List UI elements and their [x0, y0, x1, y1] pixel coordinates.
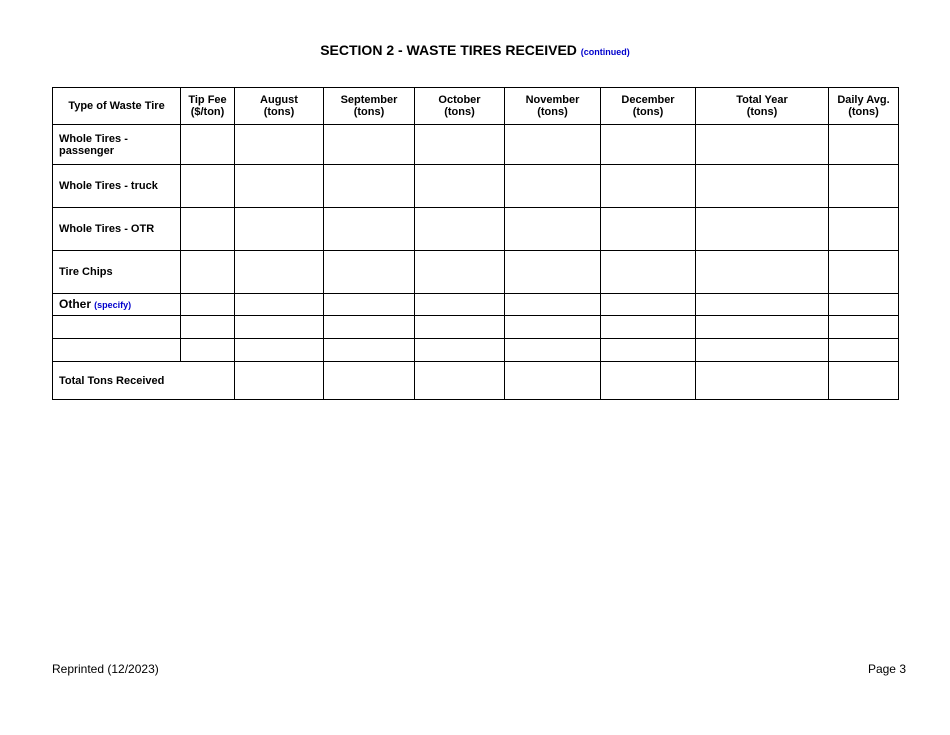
row-label: Whole Tires - passenger — [53, 125, 181, 165]
waste-tires-table — [52, 87, 899, 400]
tip-fee-cell[interactable] — [181, 125, 235, 165]
november-cell[interactable] — [505, 251, 601, 294]
october-cell[interactable] — [415, 208, 505, 251]
tip-fee-cell[interactable] — [181, 339, 235, 362]
row-label: Whole Tires - OTR — [53, 208, 181, 251]
august-cell[interactable] — [235, 294, 324, 316]
total-year-cell[interactable] — [696, 208, 829, 251]
september-cell[interactable] — [324, 125, 415, 165]
other-specify-cell[interactable] — [53, 316, 181, 339]
november-cell[interactable] — [505, 294, 601, 316]
total-year-cell[interactable] — [696, 294, 829, 316]
october-cell[interactable] — [415, 251, 505, 294]
october-cell[interactable] — [415, 316, 505, 339]
september-total-cell[interactable] — [324, 362, 415, 400]
august-cell[interactable] — [235, 339, 324, 362]
col-header-type: Type of Waste Tire — [53, 88, 181, 125]
col-header-tip-fee: Tip Fee ($/ton) — [181, 88, 235, 125]
specify-note: (specify) — [94, 300, 132, 310]
row-label: Tire Chips — [53, 251, 181, 294]
reprint-date: Reprinted (12/2023) — [52, 662, 159, 676]
november-cell[interactable] — [505, 339, 601, 362]
row-whole-tires-passenger — [53, 125, 899, 165]
august-cell[interactable] — [235, 208, 324, 251]
col-header-october: October (tons) — [415, 88, 505, 125]
row-other-blank-2 — [53, 339, 899, 362]
august-cell[interactable] — [235, 251, 324, 294]
october-cell[interactable] — [415, 165, 505, 208]
november-total-cell[interactable] — [505, 362, 601, 400]
daily-avg-cell[interactable] — [829, 294, 899, 316]
daily-avg-cell[interactable] — [829, 316, 899, 339]
other-specify-cell[interactable] — [53, 339, 181, 362]
row-label: Whole Tires - truck — [53, 165, 181, 208]
daily-avg-total-cell[interactable] — [829, 362, 899, 400]
total-tons-label: Total Tons Received — [53, 362, 235, 400]
october-total-cell[interactable] — [415, 362, 505, 400]
daily-avg-cell[interactable] — [829, 208, 899, 251]
header-row — [53, 88, 899, 125]
august-cell[interactable] — [235, 165, 324, 208]
december-cell[interactable] — [601, 208, 696, 251]
august-cell[interactable] — [235, 316, 324, 339]
tip-fee-cell[interactable] — [181, 165, 235, 208]
tip-fee-cell[interactable] — [181, 316, 235, 339]
september-cell[interactable] — [324, 165, 415, 208]
col-header-september: September (tons) — [324, 88, 415, 125]
col-header-august: August (tons) — [235, 88, 324, 125]
december-total-cell[interactable] — [601, 362, 696, 400]
total-year-cell[interactable] — [696, 339, 829, 362]
total-year-cell[interactable] — [696, 316, 829, 339]
tip-fee-cell[interactable] — [181, 251, 235, 294]
daily-avg-cell[interactable] — [829, 339, 899, 362]
september-cell[interactable] — [324, 294, 415, 316]
row-whole-tires-otr — [53, 208, 899, 251]
december-cell[interactable] — [601, 125, 696, 165]
section-title-text: SECTION 2 - WASTE TIRES RECEIVED — [320, 42, 577, 58]
december-cell[interactable] — [601, 294, 696, 316]
section-title — [0, 42, 950, 58]
other-label: Other — [59, 297, 92, 311]
row-whole-tires-truck — [53, 165, 899, 208]
august-total-cell[interactable] — [235, 362, 324, 400]
daily-avg-cell[interactable] — [829, 125, 899, 165]
tip-fee-cell[interactable] — [181, 208, 235, 251]
october-cell[interactable] — [415, 294, 505, 316]
col-header-total-year: Total Year (tons) — [696, 88, 829, 125]
total-year-cell[interactable] — [696, 165, 829, 208]
total-year-total-cell[interactable] — [696, 362, 829, 400]
daily-avg-cell[interactable] — [829, 165, 899, 208]
row-label-other — [53, 294, 181, 316]
september-cell[interactable] — [324, 251, 415, 294]
row-total-tons — [53, 362, 899, 400]
november-cell[interactable] — [505, 208, 601, 251]
september-cell[interactable] — [324, 316, 415, 339]
december-cell[interactable] — [601, 316, 696, 339]
row-tire-chips — [53, 251, 899, 294]
row-other-blank-1 — [53, 316, 899, 339]
total-year-cell[interactable] — [696, 125, 829, 165]
november-cell[interactable] — [505, 165, 601, 208]
december-cell[interactable] — [601, 339, 696, 362]
total-year-cell[interactable] — [696, 251, 829, 294]
november-cell[interactable] — [505, 316, 601, 339]
row-other — [53, 294, 899, 316]
december-cell[interactable] — [601, 165, 696, 208]
col-header-daily-avg: Daily Avg. (tons) — [829, 88, 899, 125]
daily-avg-cell[interactable] — [829, 251, 899, 294]
tip-fee-cell[interactable] — [181, 294, 235, 316]
page-number: Page 3 — [867, 662, 906, 676]
october-cell[interactable] — [415, 339, 505, 362]
september-cell[interactable] — [324, 208, 415, 251]
col-header-november: November (tons) — [505, 88, 601, 125]
september-cell[interactable] — [324, 339, 415, 362]
october-cell[interactable] — [415, 125, 505, 165]
november-cell[interactable] — [505, 125, 601, 165]
december-cell[interactable] — [601, 251, 696, 294]
continued-note: (continued) — [580, 47, 630, 57]
august-cell[interactable] — [235, 125, 324, 165]
col-header-december: December (tons) — [601, 88, 696, 125]
